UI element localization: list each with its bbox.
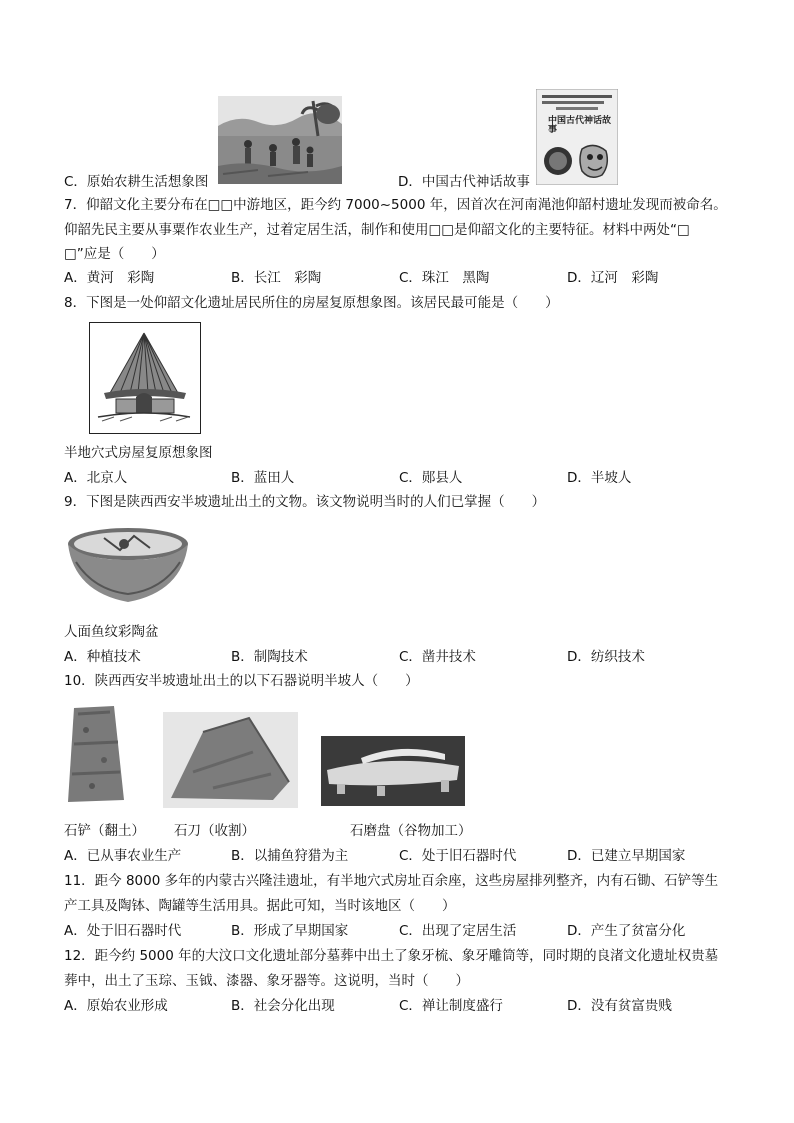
q9-option-d[interactable]: D．纺织技术 bbox=[567, 649, 645, 665]
q6-option-d[interactable]: D．中国古代神话故事 bbox=[398, 174, 530, 190]
stone-quern-image bbox=[321, 736, 465, 806]
q11-option-d[interactable]: D．产生了贫富分化 bbox=[567, 923, 686, 939]
q8-option-a[interactable]: A．北京人 bbox=[64, 470, 128, 486]
q11-option-a[interactable]: A．处于旧石器时代 bbox=[64, 923, 182, 939]
q9-option-a[interactable]: A．种植技术 bbox=[64, 649, 141, 665]
q12-line-2: 葬中，出土了玉琮、玉钺、漆器、象牙器等。这说明，当时（ ） bbox=[64, 973, 469, 989]
q12-option-d[interactable]: D．没有贫富贵贱 bbox=[567, 998, 672, 1014]
q7-option-c[interactable]: C．珠江 黑陶 bbox=[399, 270, 490, 286]
q12-line-1: 12．距今约 5000 年的大汶口文化遗址部分墓葬中出土了象牙梳、象牙雕筒等，同时期的良渚文化遗址权贵墓 bbox=[64, 948, 719, 964]
q10-option-c[interactable]: C．处于旧石器时代 bbox=[399, 848, 517, 864]
q10-stem: 10．陕西西安半坡遗址出土的以下石器说明半坡人（ ） bbox=[64, 673, 419, 689]
q11-line-1: 11．距今 8000 多年的内蒙古兴隆洼遗址，有半地穴式房址百余座，这些房屋排列整齐，内有石锄、石铲等生 bbox=[64, 873, 719, 889]
painted-pottery-basin-image bbox=[64, 522, 192, 610]
q10-caption-knife: 石刀（收割） bbox=[174, 823, 255, 839]
q9-option-b[interactable]: B．制陶技术 bbox=[231, 649, 308, 665]
q8-caption: 半地穴式房屋复原想象图 bbox=[64, 445, 213, 461]
semi-subterranean-house-image bbox=[89, 322, 201, 434]
q8-option-b[interactable]: B．蓝田人 bbox=[231, 470, 295, 486]
myth-book-cover-image bbox=[536, 89, 618, 185]
stone-knife-image bbox=[163, 712, 298, 808]
q7-option-b[interactable]: B．长江 彩陶 bbox=[231, 270, 322, 286]
book-title-text: 中国古代神话故事 bbox=[548, 116, 612, 135]
q9-stem: 9．下图是陕西西安半坡遗址出土的文物。该文物说明当时的人们已掌握（ ） bbox=[64, 494, 546, 510]
q7-option-d[interactable]: D．辽河 彩陶 bbox=[567, 270, 659, 286]
q8-stem: 8．下图是一处仰韶文化遗址居民所住的房屋复原想象图。该居民最可能是（ ） bbox=[64, 295, 559, 311]
q12-option-a[interactable]: A．原始农业形成 bbox=[64, 998, 168, 1014]
q8-option-c[interactable]: C．郧县人 bbox=[399, 470, 463, 486]
q10-option-a[interactable]: A．已从事农业生产 bbox=[64, 848, 182, 864]
q9-option-c[interactable]: C．凿井技术 bbox=[399, 649, 476, 665]
q10-caption-shovel: 石铲（翻土） bbox=[64, 823, 145, 839]
q11-option-b[interactable]: B．形成了早期国家 bbox=[231, 923, 349, 939]
q10-caption-quern: 石磨盘（谷物加工） bbox=[350, 823, 472, 839]
q11-option-c[interactable]: C．出现了定居生活 bbox=[399, 923, 517, 939]
q8-option-d[interactable]: D．半坡人 bbox=[567, 470, 632, 486]
q11-line-2: 产工具及陶钵、陶罐等生活用具。据此可知，当时该地区（ ） bbox=[64, 898, 456, 914]
q7-line-3: □”应是（ ） bbox=[64, 246, 165, 262]
q10-option-d[interactable]: D．已建立早期国家 bbox=[567, 848, 686, 864]
stone-shovel-image bbox=[64, 704, 130, 806]
q7-option-a[interactable]: A．黄河 彩陶 bbox=[64, 270, 155, 286]
farming-life-image bbox=[218, 96, 342, 184]
q12-option-c[interactable]: C．禅让制度盛行 bbox=[399, 998, 503, 1014]
q10-option-b[interactable]: B．以捕鱼狩猎为主 bbox=[231, 848, 349, 864]
q7-line-1: 7．仰韶文化主要分布在□□中游地区，距今约 7000~5000 年，因首次在河南渑池仰韶村遗址发现而被命名。 bbox=[64, 197, 727, 213]
q12-option-b[interactable]: B．社会分化出现 bbox=[231, 998, 335, 1014]
q6-option-c[interactable]: C．原始农耕生活想象图 bbox=[64, 174, 209, 190]
q9-caption: 人面鱼纹彩陶盆 bbox=[64, 624, 159, 640]
q7-line-2: 仰韶先民主要从事粟作农业生产，过着定居生活，制作和使用□□是仰韶文化的主要特征。材料中两处“□ bbox=[64, 222, 690, 238]
